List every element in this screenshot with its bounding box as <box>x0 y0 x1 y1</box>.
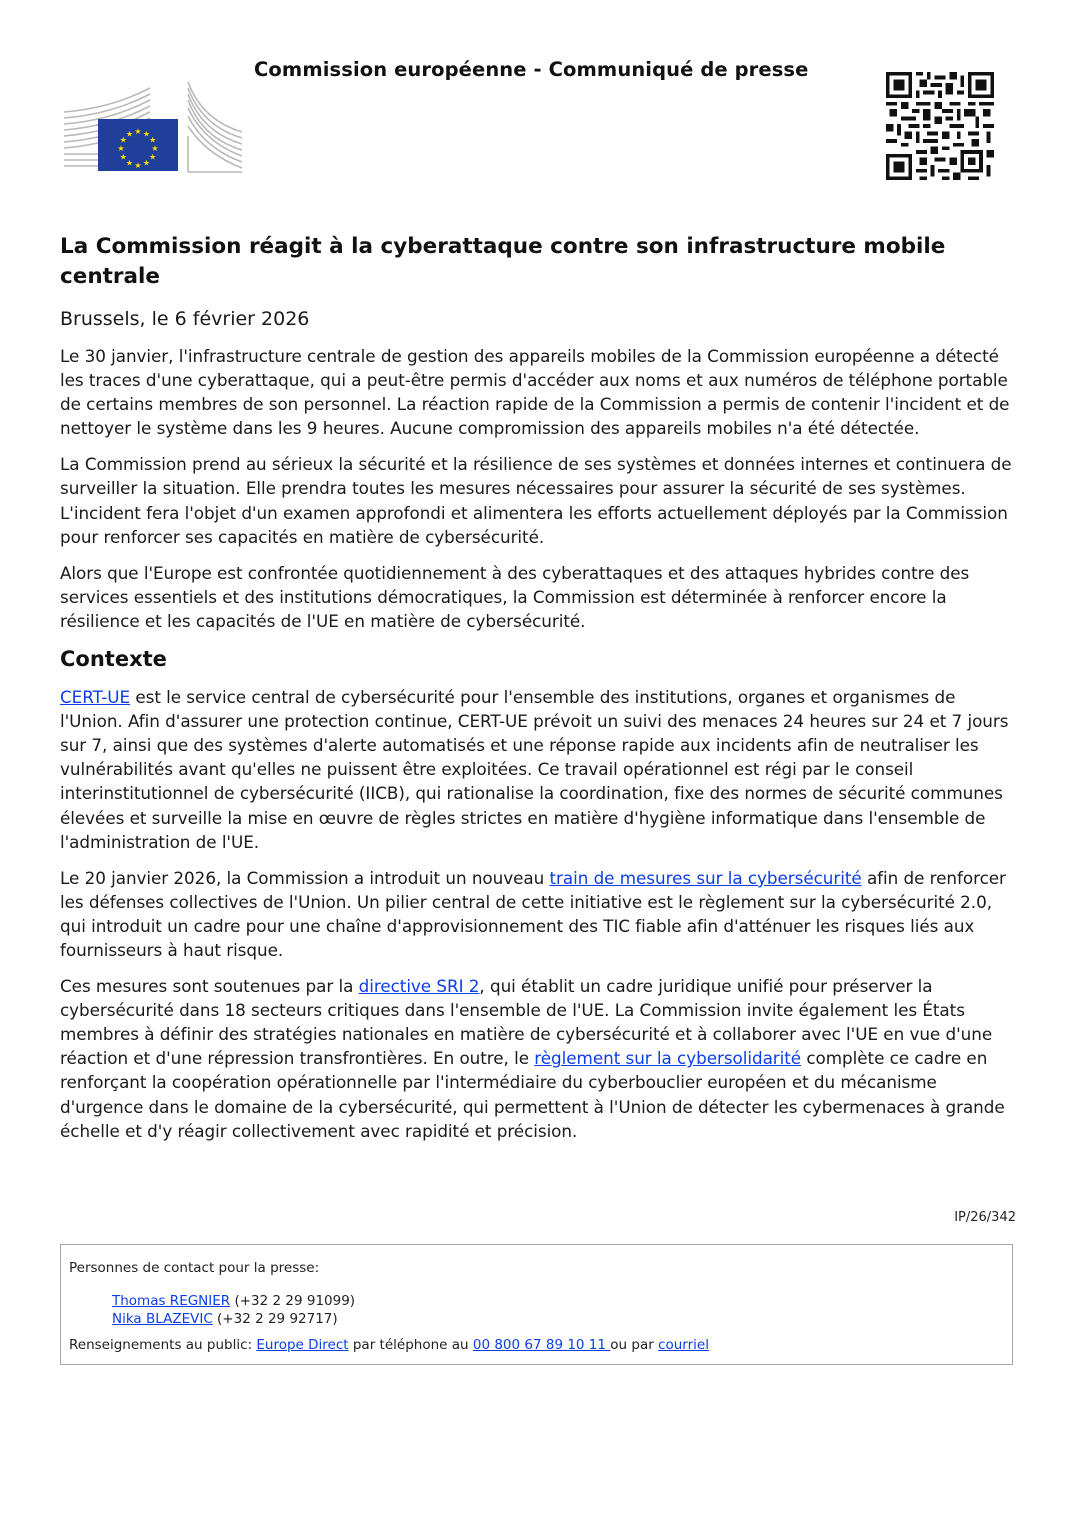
qr-code-icon[interactable] <box>886 72 994 180</box>
public-info-line <box>69 1337 709 1353</box>
phone-number-link[interactable]: 00 800 67 89 10 11 <box>472 1337 611 1353</box>
svg-text:★: ★ <box>149 135 157 145</box>
svg-text:★: ★ <box>134 161 142 170</box>
cert-ue-link[interactable]: CERT-UE <box>60 687 131 708</box>
context-paragraph-3-text-middle: , qui établit un cadre juridique unifié pour préserver la cybersécurité dans 18 secteurs critiques dans l'ensemble de l'UE. La Commission invite également les États membres à définir des stratégies nationales en matière de cybersécurité et à collaborer avec l'UE en vue d'une réaction et d'une répression transfrontières. En outre, le <box>60 976 993 1069</box>
nis2-directive-link[interactable]: directive SRI 2 <box>358 976 480 997</box>
svg-text:★: ★ <box>142 129 151 139</box>
public-info-middle: par téléphone au <box>348 1337 473 1353</box>
contact-phone: (+32 2 29 92717) <box>212 1311 338 1327</box>
public-info-middle2: ou par <box>610 1337 659 1353</box>
context-paragraph-3 <box>60 974 1016 1143</box>
context-paragraph-3-text-after: complète ce cadre en renforçant la coopération opérationnelle par l'intermédiaire du cyberbouclier européen et du mécanisme d'urgence dans le domaine de la cybersécurité, qui permettent à l'Union de détecter les cybermenaces à grande échelle et d'y réagir collectivement avec rapidité et précision. <box>60 1048 1005 1141</box>
context-paragraph-2-text-before: Le 20 janvier 2026, la Commission a introduit un nouveau <box>60 867 550 888</box>
svg-text:★: ★ <box>119 152 127 162</box>
contact-name-link[interactable]: Thomas REGNIER <box>112 1293 231 1309</box>
press-release-reference: IP/26/342 <box>954 1210 1016 1225</box>
public-info-prefix: Renseignements au public: <box>69 1337 257 1353</box>
press-contacts-list <box>112 1292 355 1328</box>
cybersecurity-package-link[interactable]: train de mesures sur la cybersécurité <box>549 867 862 888</box>
context-paragraph-2 <box>60 866 1016 962</box>
page-title: La Commission réagit à la cyberattaque contre son infrastructure mobile centrale <box>60 234 946 289</box>
context-paragraph-2-text-after: afin de renforcer les défenses collectives de l'Union. Un pilier central de cette initiative est le règlement sur la cybersécurité 2.0, qui introduit un cadre pour une chaîne d'approvisionnement des TIC fiable afin d'atténuer les risques liés aux fournisseurs à haut risque. <box>60 867 1006 960</box>
paragraph-1: Le 30 janvier, l'infrastructure centrale de gestion des appareils mobiles de la Commission européenne a détecté les traces d'une cyberattaque, qui a peut-être permis d'accéder aux noms et aux numéros de téléphone portable de certains membres de son personnel. La réaction rapide de la Commission a permis de contenir l'incident et de nettoyer le système dans les 9 heures. Aucune compromission des appareils mobiles n'a été détectée. <box>60 346 1010 439</box>
press-contacts-label: Personnes de contact pour la presse: <box>69 1260 320 1276</box>
svg-text:★: ★ <box>119 135 127 145</box>
email-link[interactable]: courriel <box>658 1337 709 1353</box>
paragraph-2: La Commission prend au sérieux la sécurité et la résilience de ses systèmes et données internes et continuera de surveiller la situation. Elle prendra toutes les mesures nécessaires pour assurer la sécurité de ses systèmes. L'incident fera l'objet d'un examen approfondi et alimentera les efforts actuellement déployés par la Commission pour renforcer ses capacités en matière de cybersécurité. <box>60 454 1012 547</box>
dateline: Brussels, le 6 février 2026 <box>60 308 310 330</box>
article <box>60 232 1016 1143</box>
section-title-context: Contexte <box>60 647 167 672</box>
press-contacts-box <box>60 1244 1013 1365</box>
european-commission-logo-icon <box>62 80 244 174</box>
svg-text:★: ★ <box>125 129 134 139</box>
europe-direct-link[interactable]: Europe Direct <box>256 1337 349 1353</box>
contact-phone: (+32 2 29 91099) <box>230 1293 356 1309</box>
svg-text:★: ★ <box>134 127 142 136</box>
header-title: Commission européenne - Communiqué de presse <box>254 58 809 81</box>
svg-text:★: ★ <box>142 158 151 168</box>
context-paragraph-3-text-before: Ces mesures sont soutenues par la <box>60 976 359 997</box>
contact-item <box>112 1310 355 1328</box>
svg-text:★: ★ <box>117 144 125 153</box>
svg-text:★: ★ <box>125 158 134 168</box>
contact-name-link[interactable]: Nika BLAZEVIC <box>112 1311 213 1327</box>
cyber-solidarity-act-link[interactable]: règlement sur la cybersolidarité <box>534 1048 802 1069</box>
context-paragraph-1-text: est le service central de cybersécurité pour l'ensemble des institutions, organes et organismes de l'Union. Afin d'assurer une protection continue, CERT-UE prévoit un suivi des menaces 24 heures sur 24 et 7 jours sur 7, ainsi que des systèmes d'alerte automatisés et une réponse rapide aux incidents afin de neutraliser les vulnérabilités avant qu'elles ne puissent être exploitées. Ce travail opérationnel est régi par le conseil interinstitutionnel de cybersécurité (IICB), qui rationalise la coordination, fixe des normes de sécurité communes élevées et surveille la mise en œuvre de règles strictes en matière d'hygiène informatique dans l'ensemble de l'administration de l'UE. <box>60 687 1009 852</box>
contact-item <box>112 1292 355 1310</box>
context-paragraph-1 <box>60 685 1016 854</box>
svg-text:★: ★ <box>151 144 159 153</box>
svg-text:★: ★ <box>149 152 157 162</box>
paragraph-3: Alors que l'Europe est confrontée quotidiennement à des cyberattaques et des attaques hybrides contre des services essentiels et des institutions démocratiques, la Commission est déterminée à renforcer encore la résilience et les capacités de l'UE en matière de cybersécurité. <box>60 562 970 631</box>
